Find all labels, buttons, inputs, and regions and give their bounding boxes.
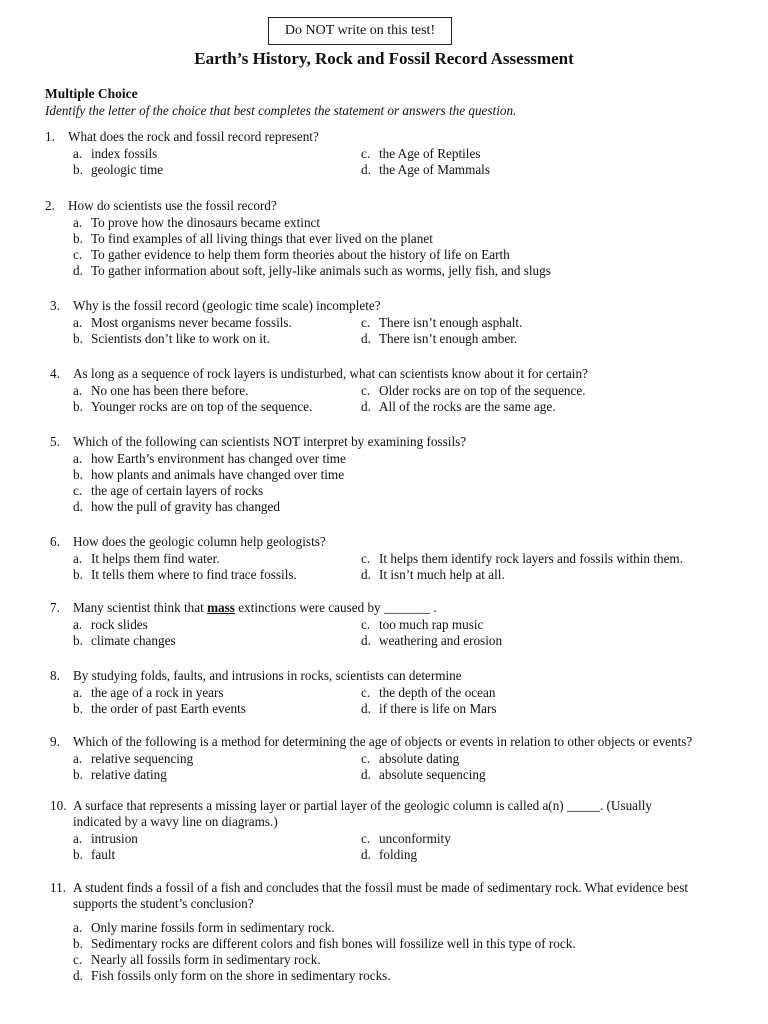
option-b: b. Sedimentary rocks are different colors and fish bones will fossilize well in this type of rock.	[73, 936, 576, 951]
option-c: c. unconformity	[361, 831, 451, 846]
question-stem-line-1: A student finds a fossil of a fish and concludes that the fossil must be made of sedimentary rock. What evidence best	[73, 880, 689, 895]
question-number: 5.	[50, 434, 60, 449]
option-a: a. No one has been there before.	[73, 383, 249, 398]
question-stem: Many scientist think that mass extinctions were caused by _______ .	[73, 600, 437, 615]
question-number: 4.	[50, 366, 60, 381]
question-stem: Why is the fossil record (geologic time scale) incomplete?	[73, 298, 381, 313]
option-a: a. It helps them find water.	[73, 551, 220, 566]
question-number: 3.	[50, 298, 60, 313]
option-d: d. if there is life on Mars	[361, 701, 497, 716]
option-a: a. relative sequencing	[73, 751, 194, 766]
option-d: d. To gather information about soft, jelly-like animals such as worms, jelly fish, and slugs	[73, 263, 551, 278]
option-d: d. There isn’t enough amber.	[361, 331, 518, 346]
question-stem-line-2: indicated by a wavy line on diagrams.)	[73, 814, 278, 829]
question-number: 8.	[50, 668, 60, 683]
emphasized-word: mass	[207, 600, 235, 615]
option-d: d. the Age of Mammals	[361, 162, 490, 177]
question-stem: Which of the following is a method for determining the age of objects or events in relation to other objects or events?	[73, 734, 693, 749]
option-b: b. geologic time	[73, 162, 164, 177]
option-b: b. Younger rocks are on top of the sequence.	[73, 399, 313, 414]
question-number: 11.	[50, 880, 66, 895]
option-c: c. There isn’t enough asphalt.	[361, 315, 523, 330]
question-stem: As long as a sequence of rock layers is undisturbed, what can scientists know about it for certain?	[73, 366, 588, 381]
option-d: d. Fish fossils only form on the shore in sedimentary rocks.	[73, 968, 391, 983]
option-d: d. absolute sequencing	[361, 767, 486, 782]
do-not-write-notice: Do NOT write on this test!	[268, 17, 452, 45]
question-number: 2.	[45, 198, 55, 213]
option-a: a. Only marine fossils form in sedimentary rock.	[73, 920, 335, 935]
option-a: a. To prove how the dinosaurs became extinct	[73, 215, 321, 230]
option-c: c. To gather evidence to help them form theories about the history of life on Earth	[73, 247, 510, 262]
question-stem: How does the geologic column help geologists?	[73, 534, 326, 549]
option-b: b. climate changes	[73, 633, 176, 648]
question-number: 7.	[50, 600, 60, 615]
question-number: 10.	[50, 798, 67, 813]
question-stem: What does the rock and fossil record represent?	[68, 129, 319, 144]
option-c: c. too much rap music	[361, 617, 484, 632]
option-b: b. It tells them where to find trace fossils.	[73, 567, 297, 582]
option-c: c. Nearly all fossils form in sedimentary rock.	[73, 952, 321, 967]
question-number: 6.	[50, 534, 60, 549]
option-b: b. fault	[73, 847, 116, 862]
question-stem: By studying folds, faults, and intrusions in rocks, scientists can determine	[73, 668, 462, 683]
option-b: b. Scientists don’t like to work on it.	[73, 331, 270, 346]
option-c: c. Older rocks are on top of the sequence.	[361, 383, 586, 398]
option-d: d. folding	[361, 847, 418, 862]
option-a: a. index fossils	[73, 146, 158, 161]
option-d: d. how the pull of gravity has changed	[73, 499, 280, 514]
section-instructions: Identify the letter of the choice that best completes the statement or answers the question.	[45, 103, 517, 118]
option-b: b. the order of past Earth events	[73, 701, 246, 716]
option-c: c. the depth of the ocean	[361, 685, 496, 700]
option-a: a. rock slides	[73, 617, 148, 632]
option-b: b. relative dating	[73, 767, 167, 782]
option-c: c. absolute dating	[361, 751, 460, 766]
option-a: a. intrusion	[73, 831, 138, 846]
question-stem-line-2: supports the student’s conclusion?	[73, 896, 254, 911]
option-b: b. To find examples of all living things that ever lived on the planet	[73, 231, 433, 246]
option-c: c. It helps them identify rock layers and fossils within them.	[361, 551, 683, 566]
option-a: a. Most organisms never became fossils.	[73, 315, 292, 330]
option-d: d. It isn’t much help at all.	[361, 567, 505, 582]
option-a: a. how Earth’s environment has changed over time	[73, 451, 346, 466]
question-stem: How do scientists use the fossil record?	[68, 198, 277, 213]
option-d: d. All of the rocks are the same age.	[361, 399, 556, 414]
page-title: Earth’s History, Rock and Fossil Record Assessment	[194, 49, 574, 68]
option-c: c. the age of certain layers of rocks	[73, 483, 264, 498]
option-b: b. how plants and animals have changed over time	[73, 467, 345, 482]
question-number: 9.	[50, 734, 60, 749]
section-title: Multiple Choice	[45, 86, 138, 101]
question-stem: Which of the following can scientists NOT interpret by examining fossils?	[73, 434, 467, 449]
question-number: 1.	[45, 129, 55, 144]
option-d: d. weathering and erosion	[361, 633, 503, 648]
question-stem-line-1: A surface that represents a missing layer or partial layer of the geologic column is called a(n) _____. (Usually	[73, 798, 652, 813]
option-a: a. the age of a rock in years	[73, 685, 224, 700]
option-c: c. the Age of Reptiles	[361, 146, 481, 161]
